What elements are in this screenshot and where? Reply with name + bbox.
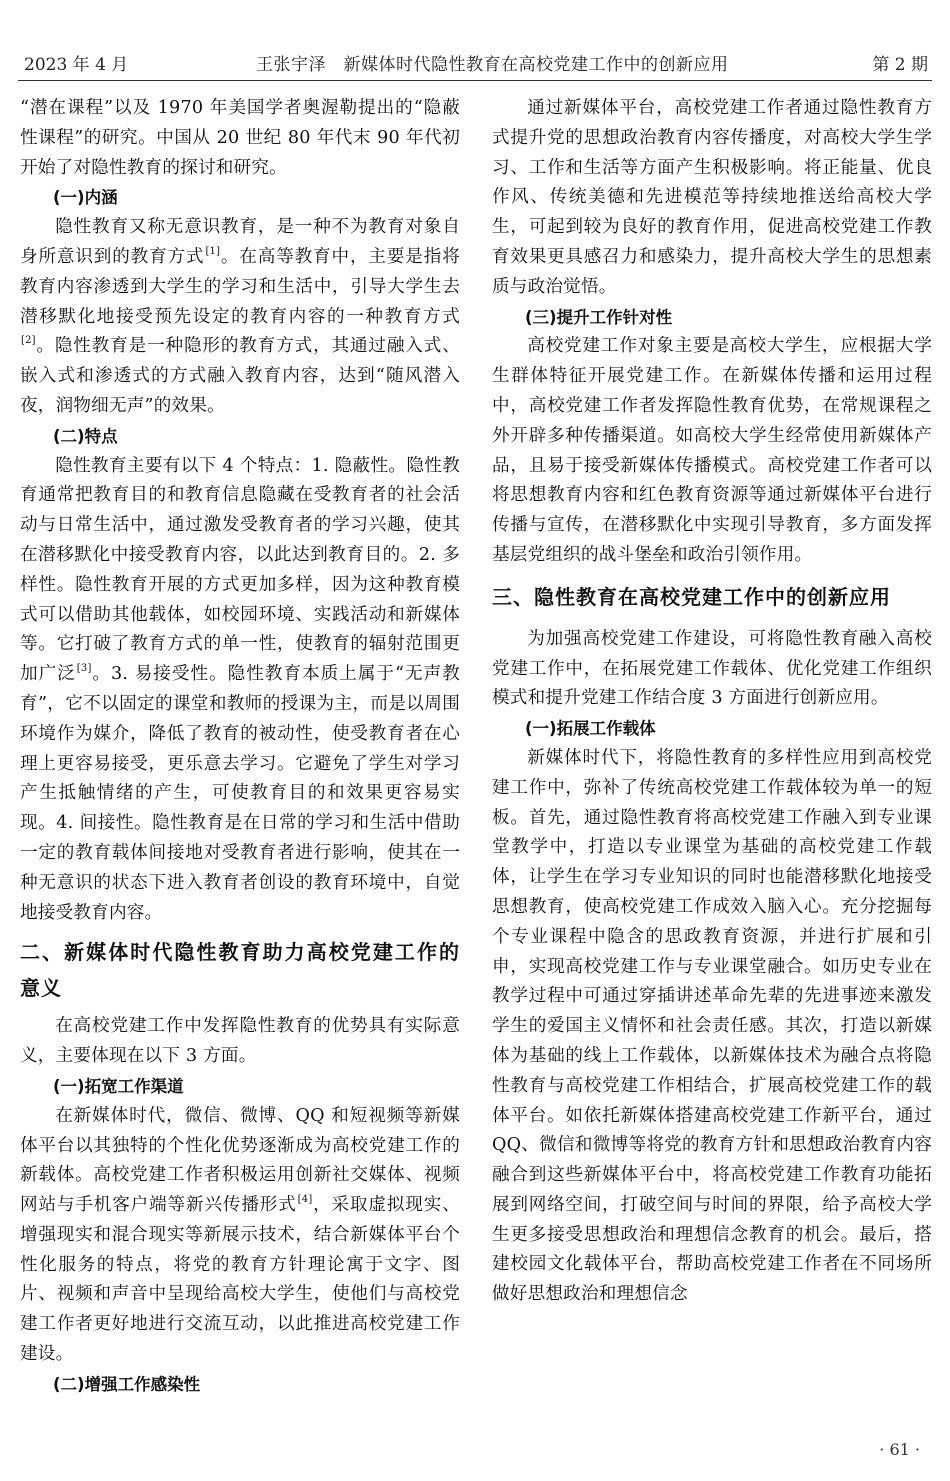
paragraph: 为加强高校党建工作建设，可将隐性教育融入高校党建工作中，在拓展党建工作载体、优化党建工作组织模式和提升党建工作结合度 3 方面进行创新应用。 [492, 628, 932, 709]
running-title: 王张宇泽 新媒体时代隐性教育在高校党建工作中的创新应用 [256, 55, 729, 75]
text-run: ，采取虚拟现实、增强现实和混合现实等新展示技术，结合新媒体平台个性化服务的特点，将党的教育方针理论寓于文字、图片、视频和声音中呈现给高校大学生，使他们与高校党建工作者更好地进行交流互动，以此推进高校党建工作建设。 [20, 1195, 460, 1365]
paragraph: 在高校党建工作中发挥隐性教育的优势具有实际意义，主要体现在以下 3 方面。 [20, 1016, 460, 1067]
section-heading: 三、隐性教育在高校党建工作中的创新应用 [492, 584, 891, 609]
issue-date: 2023 年 4 月 [24, 55, 129, 75]
subsection-heading: (一)内涵 [53, 188, 118, 208]
section-heading: 二、新媒体时代隐性教育助力高校党建工作的意义 [20, 940, 460, 1001]
page-number: · 61 · [879, 1440, 920, 1459]
text-run: 。隐性教育是一种隐形的教育方式，其通过融入式、嵌入式和渗透式的方式融入教育内容，达到“随风潜入夜，润物细无声”的效果。 [20, 336, 460, 416]
subsection-heading: (二)特点 [53, 426, 118, 446]
subsection-heading: (三)提升工作针对性 [525, 307, 673, 327]
subsection-heading: (二)增强工作感染性 [53, 1374, 201, 1394]
subsection-heading: (一)拓宽工作渠道 [53, 1076, 184, 1096]
paragraph: “潜在课程”以及 1970 年美国学者奥渥勒提出的“隐蔽性课程”的研究。中国从 20 世纪 80 年代末 90 年代初开始了对隐性教育的探讨和研究。 [20, 98, 460, 178]
paragraph: 通过新媒体平台，高校党建工作者通过隐性教育方式提升党的思想政治教育内容传播度，对高校大学生学习、工作和生活等方面产生积极影响。将正能量、优良作风、传统美德和先进模范等持续地推送给高校大学生，可起到较为良好的教育作用，促进高校党建工作教育效果更具感召力和感染力，提升高校大学生的思想素质与政治觉悟。 [492, 98, 932, 297]
text-run: 隐性教育主要有以下 4 个特点：1. 隐蔽性。隐性教育通常把教育目的和教育信息隐藏在受教育者的社会活动与日常生活中，通过激发受教育者的学习兴趣，使其在潜移默化中接受教育内容，以此达到教育目的。2. 多样性。隐性教育开展的方式更加多样，因为这种教育模式可以借助其他载体，如校园环境、实践活动和新媒体等。它打破了教育方式的单一性，使教育的辐射范围更加广泛 [20, 455, 460, 685]
citation: [4] [297, 1194, 313, 1206]
paragraph: 高校党建工作对象主要是高校大学生，应根据大学生群体特征开展党建工作。在新媒体传播和运用过程中，高校党建工作者发挥隐性教育优势，在常规课程之外开辟多种传播渠道。如高校大学生经常使用新媒体产品，且易于接受新媒体传播模式。高校党建工作者可以将思想教育内容和红色教育资源等通过新媒体平台进行传播与宣传，在潜移默化中实现引导教育，多方面发挥基层党组织的战斗堡垒和政治引领作用。 [492, 336, 932, 565]
running-header [18, 44, 932, 81]
right-column [492, 94, 932, 1310]
left-column [20, 94, 460, 1400]
subsection-heading: (一)拓展工作载体 [525, 719, 656, 739]
paragraph [20, 1102, 460, 1370]
text-run: 在新媒体时代，微信、微博、QQ 和短视频等新媒体平台以其独特的个性化优势逐渐成为高校党建工作的新载体。高校党建工作者积极运用创新社交媒体、视频网站与手机客户端等新兴传播形式 [20, 1105, 460, 1216]
text-run: 。在高等教育中，主要是指将教育内容渗透到大学生的学习和生活中，引导大学生去潜移默化地接受预先设定的教育内容的一种教育方式 [20, 246, 460, 327]
paragraph: 新媒体时代下，将隐性教育的多样性应用到高校党建工作中，弥补了传统高校党建工作载体较为单一的短板。首先，通过隐性教育将高校党建工作融入到专业课堂教学中，打造以专业课堂为基础的高校党建工作载体，让学生在学习专业知识的同时也能潜移默化地接受思想教育，使高校党建工作成效入脑入心。充分挖掘每个专业课程中隐含的思政教育资源，并进行扩展和引申，实现高校党建工作与专业课堂融合。如历史专业在教学过程中可通过穿插讲述革命先辈的先进事迹来激发学生的爱国主义情怀和社会责任感。其次，打造以新媒体为基础的线上工作载体，以新媒体技术为融合点将隐性教育与高校党建工作相结合，扩展高校党建工作的载体平台。如依托新媒体搭建高校党建工作新平台，通过 QQ、微信和微博等将党的教育方针和思想政治教育内容融合到这些新媒体平台中，将高校党建工作教育功能拓展到网络空间，打破空间与时间的界限，给予高校大学生更多接受思想政治和理想信念教育的机会。最后，搭建校园文化载体平台，帮助高校党建工作者在不同场所做好思想政治和理想信念 [492, 747, 932, 1305]
issue-number: 第 2 期 [872, 55, 928, 75]
paragraph [20, 452, 460, 929]
text-run: 。3. 易接受性。隐性教育本质上属于“无声教育”，它不以固定的课堂和教师的授课为主，而是以周围环境作为媒介，降低了教育的被动性，使受教育者在心理上更容易接受，更乐意去学习。它避免了学生对学习产生抵触情绪的产生，可使教育目的和效果更容易实现。4. 间接性。隐性教育是在日常的学习和生活中借助一定的教育载体间接地对受教育者进行影响，使其在一种无意识的状态下进入教育者创设的教育环境中，自觉地接受教育内容。 [20, 664, 460, 923]
paragraph [20, 213, 460, 422]
citation: [2] [21, 335, 36, 347]
text-run: 隐性教育又称无意识教育，是一种不为教育对象自身所意识到的教育方式 [20, 217, 460, 267]
citation: [3] [76, 663, 92, 675]
citation: [1] [205, 245, 221, 257]
